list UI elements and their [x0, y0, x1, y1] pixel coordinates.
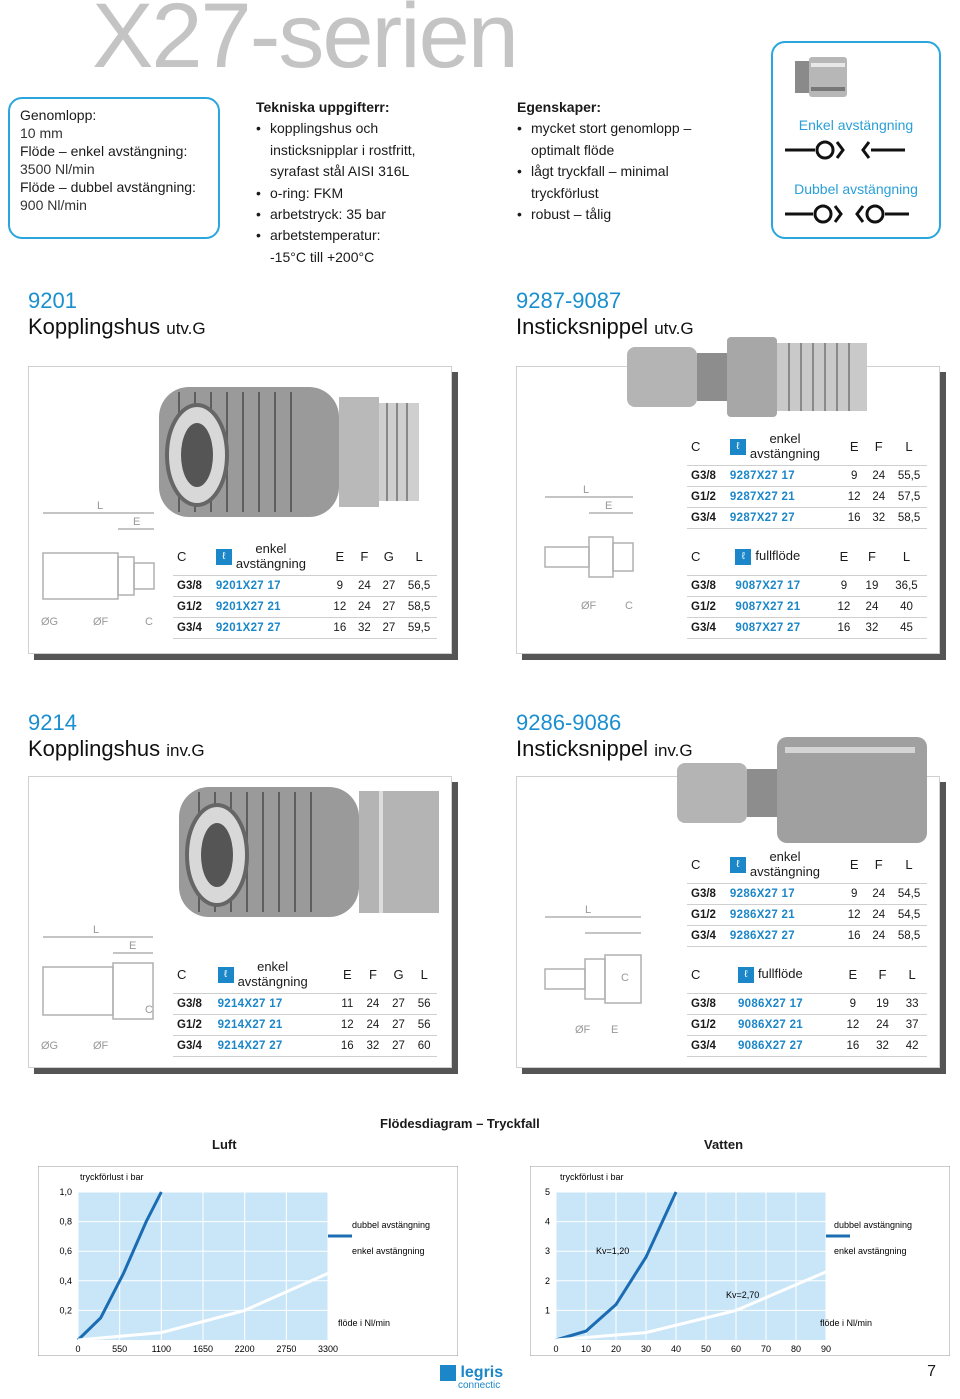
section-name: Insticksnippel utv.G: [516, 314, 694, 339]
section-9201-header: [28, 288, 206, 340]
x-tick-label: 3300: [317, 1344, 339, 1354]
x-tick-label: 10: [580, 1344, 592, 1354]
panel-9287: [516, 366, 940, 654]
table-row: G1/2 9087X27 21 12 24 40: [687, 596, 927, 617]
tech-item: • o-ring: FKM: [256, 183, 476, 204]
svg-text:ØG: ØG: [41, 616, 59, 628]
info-box: [8, 97, 220, 239]
x-tick-label: 40: [670, 1344, 682, 1354]
single-shutoff-symbol-icon: [785, 139, 931, 161]
brand-logo: legris connectic: [440, 1364, 503, 1391]
table-row: G1/2 9287X27 21 12 24 57,5: [687, 486, 927, 507]
props-item: • robust – tålig: [517, 204, 747, 225]
y-tick-label: 1,0: [59, 1187, 72, 1197]
y-tick-label: 2: [544, 1275, 550, 1286]
section-name: Kopplingshus utv.G: [28, 314, 206, 339]
table-9214: C ℓ enkel avstängning E F G L G3/8 9214X27 17 11 24 27 56 G1/2 9214X27 21 12 24 27 56 G3/4 9214X27 27 16 32 27 60: [173, 957, 437, 1057]
chart-ylabel: tryckförlust i bar: [80, 1172, 144, 1182]
properties: [517, 97, 747, 225]
flow-single-value: 3500 Nl/min: [20, 160, 95, 177]
section-number: 9287-9087: [516, 288, 622, 313]
chart-annotation: Kv=2,70: [726, 1290, 760, 1300]
props-item: • mycket stort genomlopp –: [517, 118, 747, 139]
section-name: Insticksnippel inv.G: [516, 736, 693, 761]
section-9214-header: [28, 710, 205, 762]
table-row: G3/4 9201X27 27 16 32 27 59,5: [173, 617, 437, 638]
x-tick-label: 1100: [151, 1344, 172, 1354]
props-item-cont: optimalt flöde: [531, 141, 615, 158]
x-tick-label: 30: [640, 1344, 652, 1354]
table-9201: C ℓ enkel avstängning E F G L G3/8 9201X27 17 9 24 27 56,5 G1/2 9201X27 21 12 24 27 58,5 G3/4 9201X27 27 16 32 27 59,5: [173, 539, 437, 639]
legris-logo-icon: ℓ: [730, 857, 746, 873]
coupling-drawing-icon: [33, 917, 163, 1057]
nipple-thumbnail-icon: [795, 53, 855, 105]
x-tick-label: 550: [112, 1344, 128, 1354]
col-code: ℓ enkel avstängning: [212, 539, 328, 575]
tech-item: • arbetstryck: 35 bar: [256, 204, 476, 225]
flow-double-label: Flöde – dubbel avstängning:: [20, 178, 196, 195]
table-row: G1/2 9214X27 21 12 24 27 56: [173, 1014, 437, 1035]
x-tick-label: 70: [760, 1344, 772, 1354]
chart-xlabel: flöde i Nl/min: [820, 1318, 873, 1328]
y-tick-label: 0,8: [59, 1216, 72, 1227]
table-9287: C ℓ enkel avstängning E F L G3/8 9287X27 17 9 24 55,5 G1/2 9287X27 21 12 24 57,5 G3/4 9287X27 27 16 32 58,5: [687, 429, 927, 529]
x-tick-label: 2200: [234, 1344, 255, 1354]
table-row: G3/4 9086X27 27 16 32 42: [687, 1035, 927, 1056]
x-tick-label: 50: [700, 1344, 712, 1354]
double-shutoff-symbol-icon: [785, 203, 931, 225]
x-tick-label: 0: [75, 1344, 81, 1354]
svg-text:C: C: [145, 616, 153, 628]
svg-text:E: E: [133, 516, 141, 528]
y-tick-label: 5: [544, 1187, 550, 1197]
svg-text:L: L: [585, 904, 592, 916]
diagram-heading: Flödesdiagram – Tryckfall: [380, 1116, 540, 1131]
legris-logo-icon: ℓ: [218, 967, 234, 983]
flow-double-value: 900 Nl/min: [20, 196, 87, 213]
diagram-air-title: Luft: [212, 1137, 237, 1152]
table-row: G1/2 9201X27 21 12 24 27 58,5: [173, 596, 437, 617]
x-tick-label: 60: [730, 1344, 742, 1354]
props-heading: Egenskaper:: [517, 99, 602, 115]
tech-heading: Tekniska uppgifterr:: [256, 99, 390, 115]
section-number: 9201: [28, 288, 77, 313]
legris-logo-icon: ℓ: [735, 549, 751, 565]
legend-text: dubbel avstängning: [352, 1220, 431, 1230]
x-tick-label: 20: [610, 1344, 622, 1354]
table-row: G3/4 9214X27 27 16 32 27 60: [173, 1035, 437, 1056]
table-row: G1/2 9086X27 21 12 24 37: [687, 1014, 927, 1035]
table-9086: C ℓ fullflöde E F L G3/8 9086X27 17 9 19 33 G1/2 9086X27 21 12 24 37 G3/4 9086X27 27 16 32 42: [687, 957, 927, 1057]
tech-item: • arbetstemperatur:: [256, 225, 476, 246]
y-tick-label: 4: [544, 1216, 550, 1227]
chart-annotation: Kv=1,20: [596, 1246, 630, 1256]
legend-text: dubbel avstängning: [834, 1220, 913, 1230]
air-chart: [38, 1166, 458, 1356]
table-row: G1/2 9286X27 21 12 24 54,5: [687, 904, 927, 925]
svg-text:ØF: ØF: [575, 1024, 591, 1036]
section-name: Kopplingshus inv.G: [28, 736, 205, 761]
svg-text:L: L: [97, 500, 104, 512]
y-tick-label: 0,4: [59, 1275, 72, 1286]
legend-text: enkel avstängning: [834, 1246, 907, 1256]
legris-logo-icon: ℓ: [216, 549, 232, 565]
svg-text:E: E: [611, 1024, 619, 1036]
diagram-water-title: Vatten: [704, 1137, 744, 1152]
section-number: 9286-9086: [516, 710, 622, 735]
table-row: G3/8 9087X27 17 9 19 36,5: [687, 575, 927, 596]
svg-text:E: E: [129, 940, 137, 952]
table-row: G3/8 9201X27 17 9 24 27 56,5: [173, 575, 437, 596]
flow-single-label: Flöde – enkel avstängning:: [20, 142, 188, 159]
legris-logo-icon: ℓ: [738, 967, 754, 983]
y-tick-label: 0,6: [59, 1246, 72, 1257]
page-number: 7: [927, 1363, 936, 1380]
table-row: G3/8 9086X27 17 9 19 33: [687, 993, 927, 1014]
table-9286: C ℓ enkel avstängning E F L G3/8 9286X27 17 9 24 54,5 G1/2 9286X27 21 12 24 54,5 G3/4 9286X27 27 16 24 58,5: [687, 847, 927, 947]
x-tick-label: 90: [820, 1344, 832, 1354]
bore-label: Genomlopp:: [20, 107, 97, 123]
svg-text:C: C: [625, 600, 633, 612]
chart-xlabel: flöde i Nl/min: [338, 1318, 391, 1328]
section-number: 9214: [28, 710, 77, 735]
svg-text:ØG: ØG: [41, 1040, 59, 1052]
col-c: C: [173, 539, 212, 575]
coupling-drawing-icon: [33, 493, 163, 633]
tech-item: • kopplingshus och: [256, 118, 476, 139]
svg-text:L: L: [93, 924, 100, 936]
page-title: X27-serien: [92, 0, 517, 87]
coupling-photo-icon: [139, 367, 439, 547]
x-tick-label: 2750: [276, 1344, 297, 1354]
legend-double-label: Dubbel avstängning: [794, 181, 918, 197]
x-tick-label: 80: [790, 1344, 802, 1354]
panel-9201: [28, 366, 452, 654]
shutoff-legend: [771, 41, 941, 239]
y-tick-label: 0,2: [59, 1305, 72, 1316]
table-row: G3/8 9286X27 17 9 24 54,5: [687, 883, 927, 904]
svg-text:C: C: [621, 972, 629, 984]
x-tick-label: 1650: [192, 1344, 214, 1354]
table-row: G3/4 9087X27 27 16 32 45: [687, 617, 927, 638]
table-9087: C ℓ fullflöde E F L G3/8 9087X27 17 9 19 36,5 G1/2 9087X27 21 12 24 40 G3/4 9087X27 27 16 32 45: [687, 539, 927, 639]
legend-single-label: Enkel avstängning: [798, 117, 914, 133]
nipple-photo-icon: [667, 717, 937, 847]
panel-9286: [516, 776, 940, 1068]
nipple-drawing-icon: [525, 897, 655, 1047]
svg-text:ØF: ØF: [581, 600, 597, 612]
y-tick-label: 1: [544, 1305, 550, 1316]
table-row: G3/4 9287X27 27 16 32 58,5: [687, 507, 927, 528]
table-row: G3/8 9287X27 17 9 24 55,5: [687, 465, 927, 486]
legris-logo-icon: [440, 1365, 456, 1381]
tech-item-cont: -15°C till +200°C: [270, 248, 375, 265]
svg-text:ØF: ØF: [93, 616, 109, 628]
table-row: G3/4 9286X27 27 16 24 58,5: [687, 925, 927, 946]
chart-plot-area: [556, 1192, 826, 1340]
svg-text:ØF: ØF: [93, 1040, 109, 1052]
nipple-drawing-icon: [525, 477, 655, 617]
props-item-cont: tryckförlust: [531, 184, 599, 201]
y-tick-label: 3: [544, 1246, 550, 1257]
chart-ylabel: tryckförlust i bar: [560, 1172, 624, 1182]
water-chart: [530, 1166, 950, 1356]
bore-value: 10 mm: [20, 124, 63, 141]
nipple-photo-icon: [617, 307, 887, 427]
tech-item-cont: insticksnipplar i rostfritt,: [270, 141, 416, 158]
x-tick-label: 0: [553, 1344, 559, 1354]
table-row: G3/8 9214X27 17 11 24 27 56: [173, 993, 437, 1014]
legend-text: enkel avstängning: [352, 1246, 425, 1256]
svg-text:E: E: [605, 500, 613, 512]
props-item: • lågt tryckfall – minimal: [517, 161, 747, 182]
svg-text:L: L: [583, 484, 590, 496]
tech-item-cont: syrafast stål AISI 316L: [270, 163, 410, 180]
legris-logo-icon: ℓ: [730, 439, 746, 455]
tech-specs: [256, 97, 476, 268]
panel-9214: [28, 776, 452, 1068]
coupling-photo-icon: [159, 767, 449, 947]
svg-text:C: C: [145, 1004, 153, 1016]
